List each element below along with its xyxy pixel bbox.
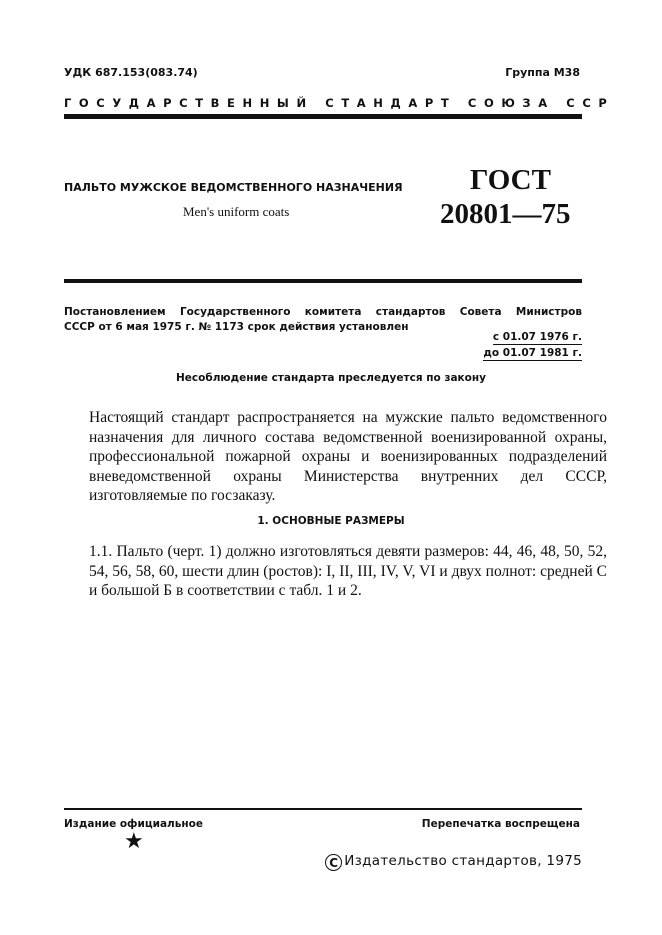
star-icon: ★ [124, 828, 144, 853]
clause-1-1: 1.1. Пальто (черт. 1) должно изготовляться девяти размеров: 44, 46, 48, 50, 52, 54, 56, 58, 60, шести длин (ростов): I, II, III, IV, V, VI и двух полнот: средней С и большой Б в соответствии с табл. 1 и 2. [89, 543, 607, 599]
header-rule [64, 114, 582, 119]
law-notice: Несоблюдение стандарта преследуется по закону [176, 372, 486, 384]
copyright-text: Издательство стандартов, 1975 [344, 853, 582, 869]
group-code: Группа М38 [505, 66, 580, 79]
valid-to: до 01.07 1981 г. [483, 347, 582, 359]
udk-code: УДК 687.153(083.74) [64, 66, 198, 79]
document-title-en: Men's uniform coats [183, 204, 290, 219]
official-edition: Издание официальное [64, 818, 203, 830]
state-standard-heading: ГОСУДАРСТВЕННЫЙ СТАНДАРТ СОЮЗА ССР [64, 96, 615, 110]
valid-from: с 01.07 1976 г. [492, 331, 582, 343]
copyright-icon: C [325, 854, 342, 871]
reprint-prohibited: Перепечатка воспрещена [421, 818, 580, 830]
title-rule [64, 279, 582, 283]
copyright-line [325, 853, 582, 871]
intro-paragraph: Настоящий стандарт распространяется на мужские пальто ведомственного назначения для личного состава ведомственной военизированной охраны, профессиональной пожарной охраны и военизированных подразделений вневедомственной охраны Министерства внутренних дел СССР, изготовляемые по госзаказу. [89, 409, 607, 504]
section-heading: 1. ОСНОВНЫЕ РАЗМЕРЫ [257, 515, 405, 527]
gost-label: ГОСТ [470, 164, 551, 196]
decree-line-2: СССР от 6 мая 1975 г. № 1173 срок действия установлен [64, 321, 409, 333]
decree-line-1: Постановлением Государственного комитета стандартов Совета Министров [64, 306, 582, 318]
gost-number: 20801—75 [440, 198, 571, 230]
footer-rule [64, 808, 582, 810]
document-title-ru: ПАЛЬТО МУЖСКОЕ ВЕДОМСТВЕННОГО НАЗНАЧЕНИЯ [64, 181, 403, 194]
